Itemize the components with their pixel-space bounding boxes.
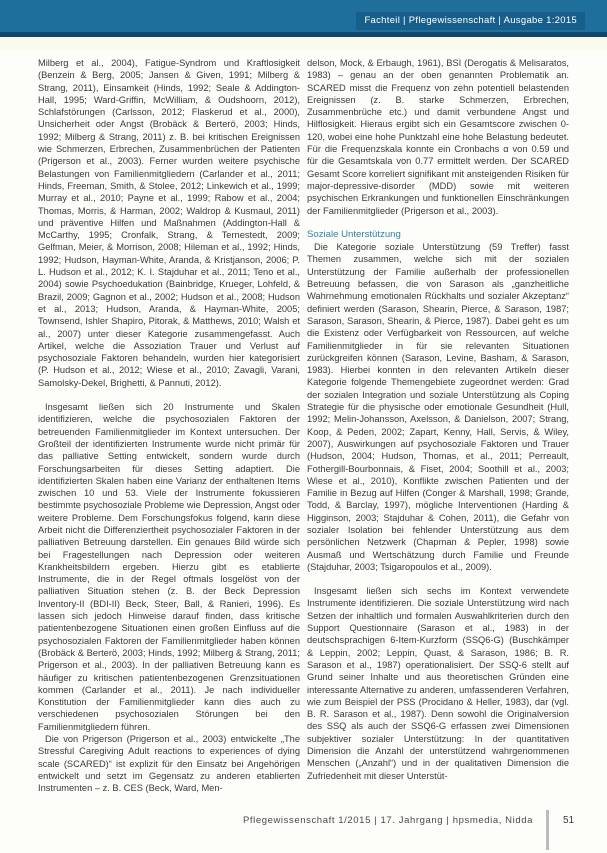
paragraph: Insgesamt ließen sich sechs im Kontext verwendete Instrumente identifizieren. Die soziale Unterstützung wird nach Setzen der inhaltlich und formalen Auswahlkriterien durch den Support Questionnaire (Sarason et al., 1983) in der deutschsprachigen 6-Item-Kurzform (SSQ6-G) (Buschkämper & Leppin, 2002; Leppin, Quast, & Sarason, 1986; B. R. Sarason et al., 1987) operationalisiert. Der SSQ-6 stellt auf Grund seiner Inhalte und aus theoretischen Gründen eine interessante Alternative zu anderen, umfassenderen Verfahren, wie zum Beispiel der PSS (Procidano & Heller, 1983), dar (vgl. B. R. Sarason et al., 1987). Denn sowohl die Originalversion des SSQ als auch der SSQ6-G erfassen zwei Dimensionen subjektiver sozialer Unterstützung: In der quantitativen Dimension die Anzahl der unterstützend wahrgenommenen Menschen („Anzahl“) und in der qualitativen Dimension die Zufriedenheit mit dieser Unterstüt-	[307, 586, 569, 781]
header-breadcrumb: Fachteil | Pflegewissenschaft | Ausgabe 1:2015	[356, 12, 585, 30]
paragraph: Die von Prigerson (Prigerson et al., 2003) entwickelte „The Stressful Caregiving Adult reactions to experiences of dying scale (SCARED)“ ist explizit für den Einsatz bei Angehörigen entwickelt und setzt im Gegensatz zu anderen etablierten Instrumenten – z. B. CES (Beck, Ward, Men-	[38, 734, 300, 794]
right-column	[307, 57, 569, 795]
paragraph: Milberg et al., 2004), Fatigue-Syndrom und Kraftlosigkeit (Benzein & Berg, 2005; Jansen & Given, 1991; Milberg & Strang, 2011), Einsamkeit (Hinds, 1992; Seale & Addington-Hall, 1995; Ward-Griffin, McWilliam, & Oudshoorn, 2012), Schlafstörungen (Carlsson, 2012; Flaskerud et al., 2000), Unsicherheit oder Angst (Brobäck & Berterö, 2003; Hinds, 1992; Milberg & Strang, 2011) z. B. bei kritischen Ereignissen wie Schmerzen, Erbrechen, Zusammenbrüchen der Patienten (Prigerson et al., 2003). Ferner wurden weitere psychische Belastungen von Familienmitgliedern (Carlander et al., 2011; Hinds, Freeman, Smith, & Stolee, 2012; Linkewich et al., 1999; Murray et al., 2010; Payne et al., 1999; Rabow et al., 2004; Thomas, Morris, & Harman, 2002; Waldrop & Kusmaul, 2011) und präventive Hilfen und Maßnahmen (Addington-Hall & McCarthy, 1995; Cronfalk, Strang, & Ternestedt, 2009; Gelfman, Meier, & Morrison, 2008; Hileman et al., 1992; Hinds, 1992; Hudson, Hayman-White, Aranda, & Kristjanson, 2006; P. L. Hudson et al., 2012; K. I. Stajduhar et al., 2011; Teno et al., 2004) sowie Psychoedukation (Bainbridge, Krueger, Lohfeld, & Brazil, 2009; Gagnon et al., 2002; Hudson et al., 2008; Hudson et al., 2013; Hudson, Aranda, & Hayman-White, 2005; Townsend, Ishler Shapiro, Pitorak, & Matthews, 2010; Walsh et al., 2007) unter dieser Kategorie zusammengefasst. Auch Artikel, welche die Assoziation Trauer und Verlust auf psychosoziale Faktoren behandeln, wurden hier kategorisiert (P. Hudson et al., 2012; Wiese et al., 2010; Zavagli, Varani, Samolsky-Dekel, Brighetti, & Pannuti, 2012).	[38, 58, 300, 388]
footer-divider	[546, 810, 549, 850]
paragraph: Insgesamt ließen sich 20 Instrumente und Skalen identifizieren, welche die psychosozialen Faktoren der betreuenden Familienmitglieder im Kontext untersuchen. Der Großteil der identifizierten Instrumente wurde nicht primär für das palliative Setting entwickelt, sondern wurde durch Forschungsarbeiten für dieses Setting adaptiert. Die identifizierten Skalen haben eine Varianz der enthaltenen Items zwischen 10 und 53. Viele der Instrumente fokussieren bestimmte psychosoziale Probleme wie Depression, Angst oder weitere Probleme. Dem Forschungsfokus folgend, kann diese Arbeit nicht die Differenziertheit psychosozialer Faktoren in der palliativen Betreuung darstellen. Ein genaues Bild würde sich bei Fragestellungen nach Depression oder weiteren Krankheitsbildern ergeben. Hierzu gibt es etablierte Instrumente, die in der Regel oftmals losgelöst von der palliativen Situation stehen (z. B. der Beck Depression Inventory-II (BDI-II) Beck, Steer, Ball, & Ranieri, 1996). Es lassen sich jedoch Hinweise darauf finden, dass kritische patientenbezogene Situationen einen großen Einfluss auf die psychosozialen Faktoren der Familienmitglieder haben können (Brobäck & Berterö, 2003; Hinds, 1992; Milberg & Strang, 2011; Prigerson et al., 2003). In der palliativen Betreuung kann es häufiger zu kritischen patientenbezogenen Grenzsituationen kommen (Carlander et al., 2011). Je nach individueller Konstitution der Familienmitglieder kann dies auch zu verschiedenen psychosozialen Störungen bei den Familienmitgliedern führen.	[38, 402, 300, 732]
page-footer	[0, 810, 607, 850]
paragraph: delson, Mock, & Erbaugh, 1961), BSI (Derogatis & Melisaratos, 1983) – genau an der oben genannten Problematik an. SCARED misst die Frequenz von zehn potentiell belastenden Ereignissen (z. B. starke Schmerzen, Erbrechen, Zusammenbrüche etc.) und damit verbundene Angst und Hilflosigkeit. Hieraus ergibt sich ein Gesamtscore zwischen 0-120, wobei eine hohe Punktzahl eine hohe Belastung bedeutet. Für die Frequenzskala konnte ein Cronbachs α von 0.59 und für die Gesamtskala von 0.77 ermittelt werden. Der SCARED Gesamt Score korreliert signifikant mit ansteigenden Risiken für major-depressive-disorder (MDD) sowie mit weiteren psychischen Erkrankungen und funktionellen Einschränkungen der Familienmitglieder (Prigerson et al., 2003).	[307, 58, 569, 216]
footer-page-number: 51	[563, 815, 575, 826]
article-body	[38, 57, 569, 795]
footer-journal-line: Pflegewissenschaft 1/2015 | 17. Jahrgang | hpsmedia, Nidda	[242, 815, 533, 826]
left-column	[38, 57, 300, 795]
section-heading-soziale-unterstuetzung: Soziale Unterstützung	[307, 228, 401, 240]
page-header-bar	[0, 0, 607, 32]
header-tint-strip	[0, 37, 607, 50]
paragraph: Die Kategorie soziale Unterstützung (59 Treffer) fasst Themen zusammen, welche sich mit der sozialen Unterstützung der Familie außerhalb der professionellen Betreuung befassen, die von Sarason als „ganzheitliche Wahrnehmung emotionalen Rückhalts und sozialer Akzeptanz“ definiert werden (Sarason, Shearin, Pierce, & Sarason, 1987; Sarason, Sarason, Shearin, & Pierce, 1987). Dabei geht es um die Existenz oder Verfügbarkeit von Ressourcen, auf welche Familienmitglieder in für sie relevanten Situationen zurückgreifen können (Sarason, Levine, Basham, & Sarason, 1983). Hierbei konnten in den relevanten Artikeln dieser Kategorie folgende Themengebiete zugeordnet werden: Grad der sozialen Integration und soziale Unterstützung als Coping Strategie für die physische oder emotionale Gesundheit (Hull, 1992; Melin-Johansson, Axelsson, & Danielson, 2007; Strang, Koop, & Peden, 2002; Zapart, Kenny, Hall, Servis, & Wiley, 2007), Auswirkungen auf psychosoziale Faktoren und Trauer (Hudson, 2004; Hudson, Thomas, et al., 2011; Perreault, Fothergill-Bourbonnais, & Fiset, 2004; Soothill et al., 2003; Wiese et al., 2010), Konflikte zwischen Patienten und der Familie in Bezug auf Hilfen (Conger & Marshall, 1998; Grande, Todd, & Barclay, 1997), mögliche Interventionen (Harding & Higginson, 2003; Stajduhar & Cohen, 2011), die Gefahr von sozialer Isolation bei fehlender Unterstützung aus dem persönlichen Netzwerk (Chapman & Pepler, 1998) sowie Ausmaß und Wertschätzung durch Familie und Freunde (Stajduhar, 2003; Tsigaropoulos et al., 2009).	[307, 242, 569, 572]
